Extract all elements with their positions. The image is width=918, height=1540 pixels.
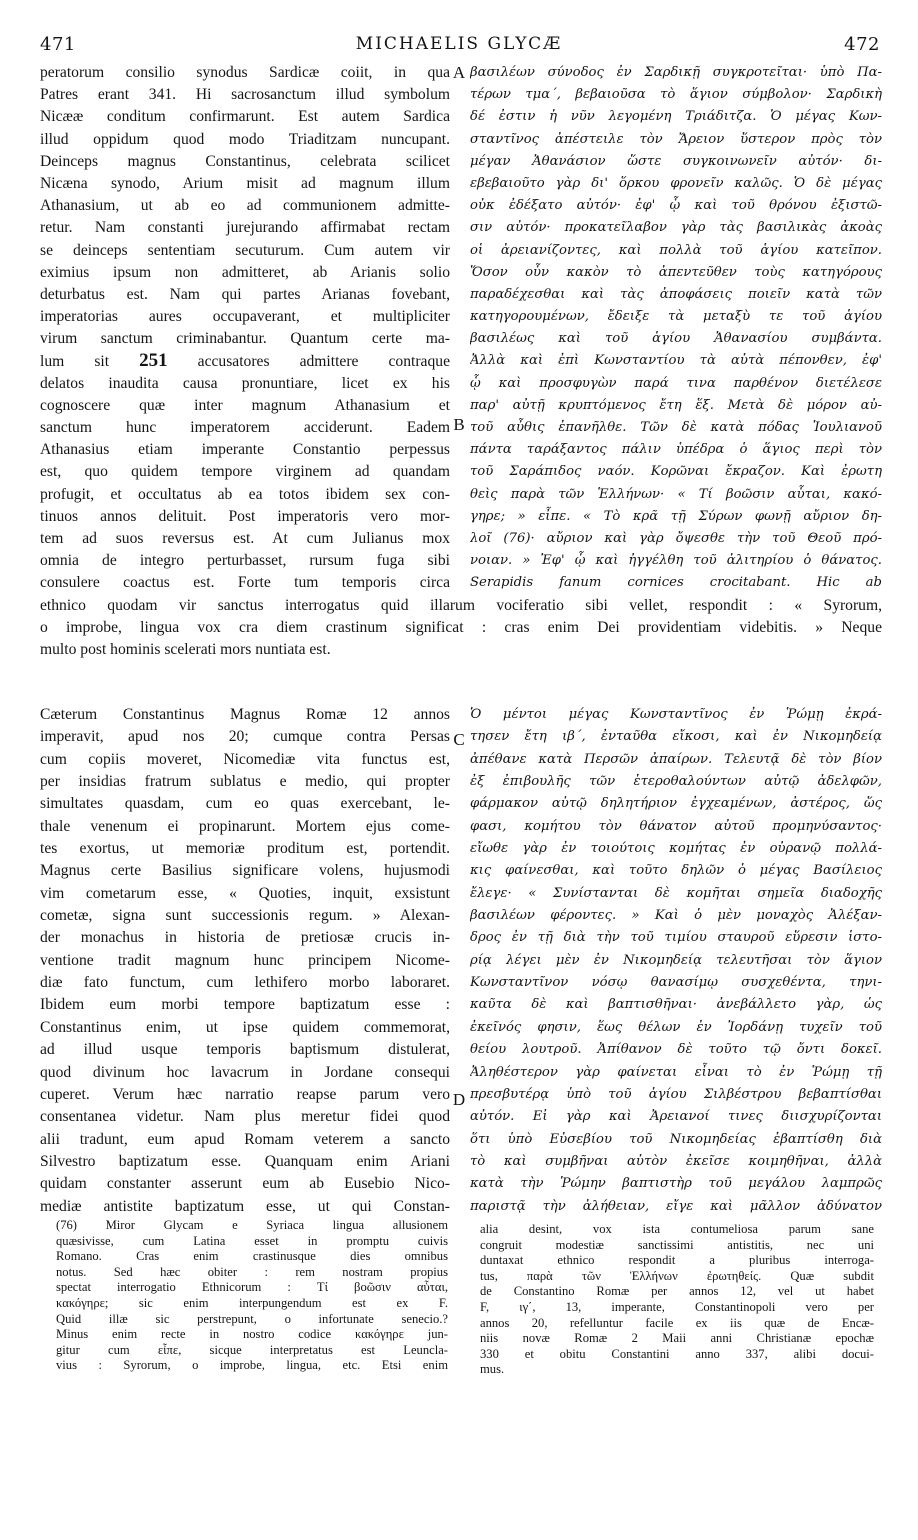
latin-line: est, quo quidem tempore virginem ad quandam [40, 463, 450, 481]
footnote-line: κακόγηρε; sic enim interpungendum est ex F. [56, 1295, 448, 1310]
greek-line: καῦτα δὲ καὶ βαπτισθῆναι· ἀνεβάλλετο γὰρ, ὡς [470, 997, 882, 1013]
running-title: MICHAELIS GLYCÆ [355, 34, 563, 54]
greek-line: Ἀλλὰ καὶ ἐπὶ Κωνσταντίου τὰ αὐτὰ πέπονθεν, ἐφ' [470, 353, 882, 369]
footnote-line: tus, παρὰ τῶν Ἑλλήνων ἐρωτηθείς. Quæ subdit [480, 1268, 874, 1283]
greek-line: φασι, κομήτου τὸν θάνατον αὐτοῦ προμηνύσαντος· [470, 818, 882, 834]
latin-line: delatos inaudita causa pronuntiare, licet ex his [40, 374, 450, 392]
latin-line: vim cometarum esse, « Quoties, inquit, exsistunt [40, 884, 450, 902]
latin-line: per insidias fratrum sublatus e medio, qui propter [40, 773, 450, 791]
latin-line: tes exortus, ut memoriæ proditum est, portendit. [40, 840, 450, 858]
page-number-right: 472 [844, 34, 880, 55]
latin-column-1 [40, 62, 450, 595]
latin-line: tinuos annos delituit. Post imperatoris vero mor- [40, 507, 450, 525]
latin-line: illud oppidum quod modo Triaditzam nuncupant. [40, 130, 450, 148]
latin-line: cuperet. Verum hæc narratio reapse parum vero [40, 1085, 450, 1103]
footnote-line: alia desint, vox ista contumeliosa parum sane [480, 1222, 874, 1236]
greek-line: παριστᾷ τὴν ἀλήθειαν, εἴγε καὶ μᾶλλον ἀδύνατον [470, 1198, 882, 1214]
footnote-left-column [56, 1218, 448, 1374]
greek-line: οἱ ἀρειανίζοντες, καὶ πολλὰ τοῦ ἁγίου κατεῖπον. [470, 242, 882, 258]
footnote-line: duntaxat ethnico respondit a pluribus interroga- [480, 1253, 874, 1268]
greek-line: εβεβαιοῦτο γὰρ δι' ὅρκου φρονεῖν καλῶς. Ὁ δὲ μέγας [470, 175, 882, 191]
greek-line: πάντα ταράξαντος πάλιν ὑπέδρα ὁ ἅγιος περὶ τὸν [470, 442, 882, 458]
latin-line: Athanasius etiam imperante Constantio perpessus [40, 441, 450, 459]
greek-line: βασιλέων φέροντες. » Καὶ ὁ μὲν μοναχὸς Ἀλέξαν- [470, 908, 882, 924]
latin-line: imperavit, apud nos 20; cumque contra Persas [40, 728, 450, 746]
latin-line: tem ad suos reversus est. At cum Julianus mox [40, 529, 450, 547]
latin-line: cometæ, signa sunt successionis regum. » Alexan- [40, 907, 450, 925]
greek-line: νοιαν. » Ἐφ' ᾧ καὶ ἠγγέλθη τοῦ ἀλιτηρίου ὁ θάνατος. [470, 553, 882, 569]
gutter-letter-c: C [453, 730, 465, 749]
greek-line: τὸ καὶ συμβῆναι αὐτὸν ἐκεῖσε κοιμηθῆναι, ἀλλὰ [470, 1153, 882, 1169]
greek-line: ρίᾳ λέγει μὲν ἐν Νικομηδείᾳ τελευτῆσαι τὸν ἅγιον [470, 952, 882, 968]
latin-line: cum copiis moveret, Nicomediæ vita functus est, [40, 750, 450, 768]
latin-line: thale venenum ei propinarunt. Mortem ejus come- [40, 817, 450, 835]
greek-line: ἐξ ἐπιβουλῆς τῶν ἑτεροθαλούντων αὐτῷ ἀδελφῶν, [470, 774, 882, 790]
footnote-line: Quid illæ sic perstrepunt, o infortunate senecio.? [56, 1311, 448, 1326]
latin-line: Silvestro baptizatum esse. Quanquam enim Ariani [40, 1152, 450, 1170]
latin-line: alii tradunt, eum apud Romam veterem a sancto [40, 1130, 450, 1148]
footnote-line: vius : Syrorum, o improbe, lingua, etc. Etsi enim [56, 1358, 448, 1373]
greek-line: τέρων τμα΄, βεβαιοῦσα τὸ ἅγιον σύμβολον· Σαρδικὴ [470, 87, 882, 103]
latin-line: profugit, et occultatus ab ea totos ibidem sex con- [40, 485, 450, 503]
greek-line: κις φαίνεσθαι, καὶ τοῦτο δηλῶν ὁ μέγας Βασίλειος [470, 863, 882, 879]
latin-line: simultates quasdam, cum eo quas exercebant, le- [40, 795, 450, 813]
latin-line: Patres erant 341. Hi sacrosanctum illud symbolum [40, 86, 450, 104]
greek-line: κατὰ τὴν Ῥώμην βαπτιστὴρ τοῦ μεγάλου λαμπρῶς [470, 1176, 882, 1192]
latin-line: lum sit 251 accusatores admittere contraque [40, 350, 450, 372]
greek-line: λοῖ (76)· αὔριον καὶ γὰρ ὄψεσθε τὴν τοῦ Θεοῦ πρό- [470, 530, 882, 546]
footnote-line: congruit modestiæ sanctissimi antistitis, nec uni [480, 1237, 874, 1252]
greek-line: γηρε; » εἶπε. « Τὸ κρᾶ τῇ Σύρων φωνῇ αὔριον δη- [470, 508, 882, 524]
greek-line: βασιλέως καὶ τοῦ ἁγίου Ἀθανασίου συμβάντα. [470, 331, 882, 347]
latin-line: peratorum consilio synodus Sardicæ coiit, in qua [40, 64, 450, 81]
greek-line: Ἀληθέστερον γὰρ φαίνεται εἶναι τὸ ἐν Ῥώμῃ τῇ [470, 1064, 882, 1080]
greek-line: ἀπέθανε κατὰ Περσῶν ἀπαίρων. Τελευτᾷ δὲ τὸν βίον [470, 751, 882, 767]
gutter-letter-d: D [452, 1090, 466, 1109]
latin-line: consentanea videtur. Nam plus meretur fidei quod [40, 1108, 450, 1126]
latin-line: Deinceps magnus Constantinus, celebrata scilicet [40, 152, 450, 170]
greek-column-2 [470, 704, 882, 1218]
latin-line: diæ fato functum, cum lethifero morbo laboraret. [40, 974, 450, 992]
greek-line: ὅτι ὑπὸ Εὐσεβίου τοῦ Νικομηδείας ἐβαπτίσθη διὰ [470, 1131, 882, 1147]
latin-line: Constantinus enim, ut ipse quidem commemorat, [40, 1018, 450, 1036]
greek-line: θεὶς παρὰ τῶν Ἑλλήνων· « Τί βοῶσιν αὗται, κακό- [470, 486, 882, 502]
gutter-letter-a: A [452, 63, 466, 82]
footnote-line: F, ιγ΄, 13, imperante, Constantinopoli vero per [480, 1299, 874, 1314]
footnote-line: niis novæ Romæ 2 Maii anni Christianæ epochæ [480, 1331, 874, 1346]
latin-column-2 [40, 704, 450, 1218]
greek-line: εἴωθε γὰρ ἐν τοιούτοις κομήτας ἐν οὐρανῷ πολλά- [470, 841, 882, 857]
greek-line: ἐκεῖνός φησιν, ἕως θέλων ἐν Ἰορδάνῃ τυχεῖν τοῦ [470, 1019, 882, 1035]
greek-line: σταντῖνος ἀπέστειλε τὸν Ἄρειον ὕστερον πρὸς τὸν [470, 131, 882, 147]
latin-line: Nicæna synodo, Arium misit ad magnum illum [40, 174, 450, 192]
footnote-line: annos 20, refelluntur facile ex iis quæ de Encæ- [480, 1315, 874, 1330]
footnote-line: Romano. Cras enim crastinusque dies omnibus [56, 1249, 448, 1264]
latin-line: deturbatus est. Nam qui partes Arianas fovebant, [40, 285, 450, 303]
greek-line: Ὅσον οὖν κακὸν τὸ ἀπεντεῦθεν τοὺς κατηγόρους [470, 264, 882, 280]
latin-line: Cæterum Constantinus Magnus Romæ 12 annos [40, 706, 450, 723]
greek-line: τοῦ Σαράπιδος ναόν. Κορῶναι ἔκραζον. Καὶ ἐρωτη [470, 464, 882, 480]
latin-line: cognoscere quæ inter magnum Athanasium et [40, 396, 450, 414]
latin-line: retur. Nam constanti jurejurando affirmabat rectam [40, 219, 450, 237]
latin-line: Magnus certe Basilius significare volens, hujusmodi [40, 862, 450, 880]
footnote-line: gitur cum εἶπε, sicque interpretatus est Leuncla- [56, 1342, 448, 1357]
greek-line: θείου λουτροῦ. Ἀπίθανον δὲ τοῦτο τῷ ὄντι δοκεῖ. [470, 1042, 882, 1058]
latin-line: Athanasium, ut ab eo ad communionem admitte- [40, 197, 450, 215]
latin-line: ad illud usque temporis baptismum distulerat, [40, 1041, 450, 1059]
footnote-line: spectat interrogatio Ethnicorum : Τί βοῶσιν αὗται, [56, 1280, 448, 1295]
footnote-line: Minus enim recte in nostro codice κακόγηρε jun- [56, 1327, 448, 1342]
greek-line: Ὁ μέντοι μέγας Κωνσταντῖνος ἐν Ῥώμῃ ἐκρά- [470, 707, 882, 722]
latin-line: quod divinum hoc lavacrum in Jordane consequi [40, 1063, 450, 1081]
gutter-letter-b: B [453, 415, 465, 434]
latin-line: o improbe, lingua vox cra diem crastinum significat : cras enim Dei providentiam videbitis. » Neque [40, 619, 882, 637]
footnote-line: 330 et obitu Constantini anno 337, alibi docui- [480, 1346, 874, 1361]
greek-line: παρ' αὐτῇ κρυπτόμενος ἔτη ἕξ. Μετὰ δὲ μόρον αὐ- [470, 397, 882, 413]
greek-line: δρος ἐν τῇ διὰ τὴν τοῦ τιμίου σταυροῦ εὕρεσιν ἱστο- [470, 930, 882, 946]
greek-line: ᾧ καὶ προσφυγὼν παρά τινα παρθένον διετέλεσε [470, 375, 882, 391]
greek-line: βασιλέων σύνοδος ἐν Σαρδικῇ συγκροτεῖται· ὑπὸ Πα- [470, 65, 882, 80]
latin-line: se deinceps sententiam secuturum. Cum autem vir [40, 241, 450, 259]
greek-line: οὐκ ἐδέξατο αὐτόν· ἐφ' ᾧ καὶ τοῦ θρόνου ἐξιστῶ- [470, 198, 882, 214]
greek-line: ἔλεγε· « Συνίστανται δὲ κομῆται σημεῖα διαδοχῆς [470, 885, 882, 901]
footnote-line: (76) Miror Glycam e Syriaca lingua allusionem [56, 1218, 448, 1232]
greek-line: μέγαν Ἀθανάσιον ὥστε συγκοινωνεῖν αὐτόν· δι- [470, 153, 882, 169]
greek-column-1 [470, 62, 882, 595]
greek-line: πρεσβυτέρᾳ ὑπὸ τοῦ ἁγίου Σιλβέστρου βεβαπτίσθαι [470, 1086, 882, 1102]
footnote-line: quæsivisse, cum Latina esset in promptu cuivis [56, 1233, 448, 1248]
latin-line: virum sanctum criminabantur. Quantum certe ma- [40, 330, 450, 348]
greek-line: κατηγορουμένων, ἔδειξε τὰ μεταξὺ τε τοῦ ἁγίου [470, 309, 882, 325]
greek-line: τησεν ἔτη ιβ΄, ἐνταῦθα εἴκοσι, καὶ ἐν Νικομηδείᾳ [470, 729, 882, 745]
latin-line: sanctum hunc imperatorem acciderunt. Eadem [40, 419, 450, 436]
footnote-line: de Constantino Romæ per annos 12, vel ut habet [480, 1284, 874, 1299]
latin-line: mediæ antistite baptizatum esse, ut qui Constan- [40, 1197, 450, 1215]
latin-line: ventione tradit magnum hunc principem Nicome- [40, 951, 450, 969]
latin-line: der monachus in historia de pretiosæ crucis in- [40, 929, 450, 947]
greek-line: σιν αὐτόν· προκατεῖλαβον γὰρ τὰς βασιλικὰς ἀκοὰς [470, 220, 882, 236]
latin-line: Nicææ conditum confirmarunt. Est autem Sardica [40, 108, 450, 126]
greek-line: τοῦ αὖθις ἐπανῆλθε. Τῶν δὲ κατὰ πόδας Ἰουλιανοῦ [470, 420, 882, 435]
latin-line: consulere coactus est. Forte tum temporis circa [40, 574, 450, 592]
latin-line: imperatorias aures occupaverant, et multipliciter [40, 308, 450, 326]
margin-page-number: 251 [139, 350, 168, 372]
latin-line: ethnico quodam vir sanctus interrogatus quid illarum vociferatio sibi vellet, respondit : « Syrorum, [40, 597, 882, 614]
footnote-line: notus. Sed hæc obiter : rem nostram propius [56, 1264, 448, 1279]
page-number-left: 471 [40, 34, 76, 55]
full-width-latin [40, 595, 882, 662]
latin-line: eximius ipsum non admitteret, ab Arianis solio [40, 263, 450, 281]
footnote-right-column [480, 1222, 874, 1378]
latin-line: multo post hominis scelerati mors nuntiata est. [40, 641, 331, 659]
latin-line: quidam constanter asserunt eum ab Eusebio Nico- [40, 1175, 450, 1193]
footnote-line: mus. [480, 1362, 505, 1377]
greek-line: δέ ἐστιν ἡ νῦν λεγομένη Τριάδιτζα. Ὁ μέγας Κων- [470, 109, 882, 125]
latin-line: Ibidem eum morbi tempore baptizatum esse : [40, 996, 450, 1014]
greek-line: φάρμακον αὐτῷ δηλητήριον ἐγχεαμένων, ἀστέρος, ὥς [470, 796, 882, 812]
greek-line: Serapidis fanum cornices crocitabant. Hic ab [470, 575, 882, 591]
greek-line: αὐτόν. Εἰ γὰρ καὶ Ἀρειανοί τινες διισχυρίζονται [470, 1109, 882, 1125]
latin-line: omnia de integro perturbasset, rursum fuga sibi [40, 552, 450, 570]
greek-line: Κωνσταντῖνον νόσῳ θανασίμῳ συσχεθέντα, τηνι- [470, 975, 882, 991]
greek-line: παραδέχεσθαι καὶ τὰς ἀποφάσεις ποιεῖν κατὰ τῶν [470, 286, 882, 302]
